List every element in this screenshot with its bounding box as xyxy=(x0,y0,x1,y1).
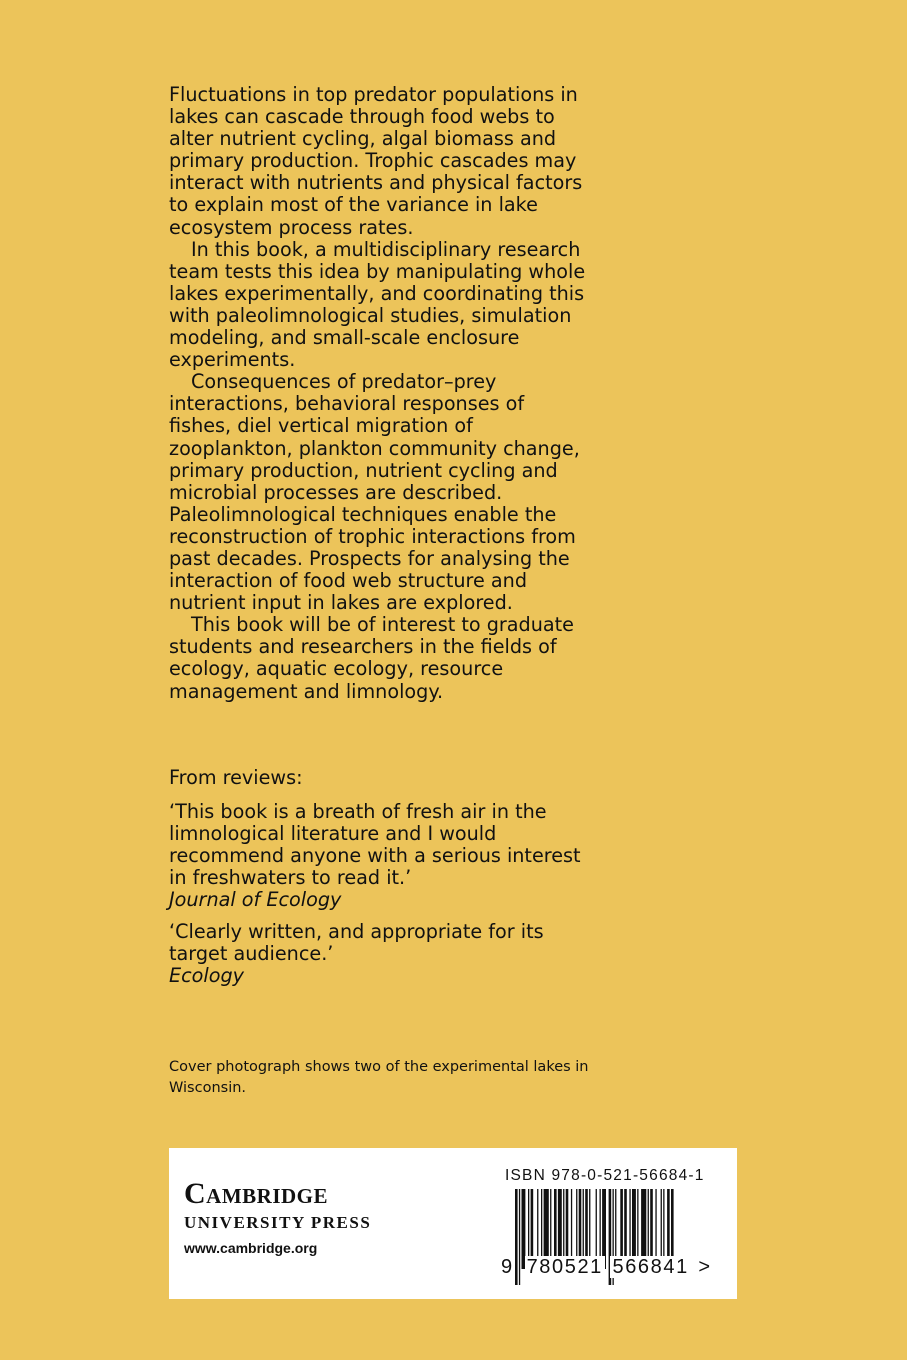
review-text: ‘Clearly written, and appropriate for its target audience.’ xyxy=(169,920,544,965)
review-text: ‘This book is a breath of fresh air in the limnological literature and I would recommend anyone with a serious interest in freshwaters to read it.’ xyxy=(169,800,581,889)
review-source: Ecology xyxy=(169,964,245,987)
barcode-first-digit: 9 xyxy=(501,1256,513,1278)
publisher-footer xyxy=(169,1148,737,1299)
barcode-arrow: > xyxy=(698,1256,711,1278)
blurb-paragraph-3: Consequences of predator–prey interactions, behavioral responses of fishes, diel vertical migration of zooplankton, plankton community change, primary production, nutrient cycling and microbial processes are described. Paleolimnological techniques enable the reconstruction of trophic interactions from past decades. Prospects for analysing the interaction of food web structure and nutrient input in lakes are explored. xyxy=(169,370,580,615)
barcode-group-1: 780521 xyxy=(526,1256,603,1278)
reviews-heading: From reviews: xyxy=(169,766,303,789)
publisher-url: www.cambridge.org xyxy=(184,1240,318,1256)
review-quote xyxy=(169,801,589,911)
barcode-digits xyxy=(501,1255,710,1279)
blurb-paragraph-1: Fluctuations in top predator populations in lakes can cascade through food webs to alter nutrient cycling, algal biomass and primary production. Trophic cascades may interact with nutrients and physical factors to explain most of the variance in lake ecosystem process rates. xyxy=(169,83,583,239)
blurb-paragraph-4: This book will be of interest to graduate students and researchers in the fields of ecology, aquatic ecology, resource management and limnology. xyxy=(169,613,574,703)
barcode-group-2: 566841 xyxy=(612,1256,689,1278)
publisher-subtitle: UNIVERSITY PRESS xyxy=(184,1213,372,1232)
book-blurb xyxy=(169,84,589,703)
isbn-label: ISBN 978-0-521-56684-1 xyxy=(505,1167,705,1184)
publisher-name: Cambridge xyxy=(184,1177,329,1210)
reviews-section xyxy=(169,767,589,997)
blurb-paragraph-2: In this book, a multidisciplinary research team tests this idea by manipulating whole lakes experimentally, and coordinating this with paleolimnological studies, simulation modeling, and small-scale enclosure experiments. xyxy=(169,237,586,372)
cover-photo-caption: Cover photograph shows two of the experimental lakes in Wisconsin. xyxy=(169,1059,589,1096)
review-quote xyxy=(169,921,589,987)
review-source: Journal of Ecology xyxy=(169,888,342,911)
